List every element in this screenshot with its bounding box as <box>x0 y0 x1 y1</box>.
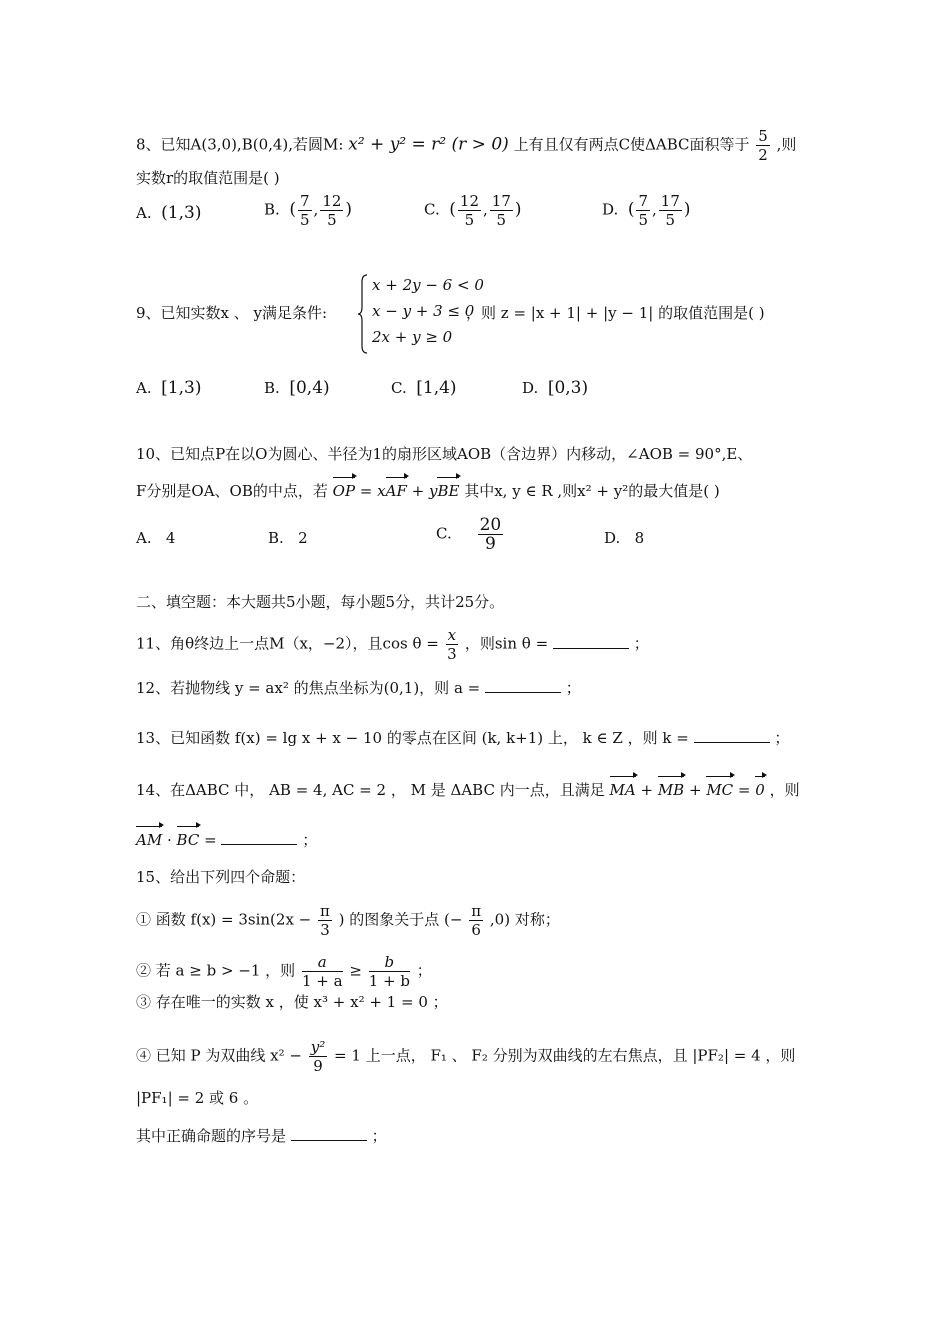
q9-text-pre: 9、已知实数x 、 y满足条件: <box>136 304 328 322</box>
brace-icon <box>358 274 368 354</box>
q11: 11、角θ终边上一点M（x，−2），且cos θ = $\frac{x}{3}$ ，则sin θ = ； <box>136 626 649 663</box>
q9-text-post: ，则 z = |x + 1| + |y − 1| 的取值范围是( ) <box>466 304 765 322</box>
q15-proposition-3: ③ 存在唯一的实数 x ，使 x³ + x² + 1 = 0 ； <box>136 993 448 1011</box>
q9-constraint-3: 2x + y ≥ 0 <box>372 328 453 346</box>
q15-intro: 15、给出下列四个命题： <box>136 868 306 886</box>
q8-line2: 实数r的取值范围是( ) <box>136 169 280 187</box>
q10-option-b: B. 2 <box>268 529 308 547</box>
q15-proposition-1: ① 函数 f(x) = 3sin(2x − $\frac{\pi}{3}$ ) 的图象关于点 (− $\frac{\pi}{6}$ ,0) 对称； <box>136 902 560 939</box>
q8-text-pre: 8、已知A(3,0),B(0,4),若圆M: <box>136 135 344 154</box>
q13: 13、已知函数 f(x) = lg x + x − 10 的零点在区间 (k, k+1) 上， k ∈ Z ，则 k = ； <box>136 729 790 747</box>
q8-line1 <box>136 127 796 164</box>
q13-answer-blank[interactable] <box>694 728 770 743</box>
q14-line2: AM · BC = ； <box>136 831 318 849</box>
q9-constraint-1: x + 2y − 6 < 0 <box>372 276 484 294</box>
q8-text-post: ,则 <box>776 135 797 154</box>
q15-answer-blank[interactable] <box>291 1126 367 1141</box>
q8-option-d: D. ( $\frac{7}{5}$ , $\frac{17}{5}$ ) <box>602 192 691 229</box>
q10-option-a: A. 4 <box>136 529 176 547</box>
q8-text-mid: 上有且仅有两点C使ΔABC面积等于 <box>513 135 750 154</box>
q15-proposition-2: ② 若 a ≥ b > −1 ，则 $\frac{a}{1 + a}$ ≥ $\frac{b}{1 + b}$ ； <box>136 953 432 990</box>
q8-area-fraction: $\frac{5}{2}$ <box>758 127 768 164</box>
q9-option-b: B. [0,4) <box>264 378 330 398</box>
q11-answer-blank[interactable] <box>553 634 629 649</box>
q15-proposition-4: ④ 已知 P 为双曲线 x² − $\frac{\text{y²}}{9}$ = 1 上一点， F₁ 、 F₂ 分别为双曲线的左右焦点，且 |PF₂| = 4 ，则 <box>136 1038 796 1075</box>
q8-circle-equation: x² + y² = r² (r > 0) <box>348 134 509 155</box>
section-heading: 二、填空题：本大题共5小题，每小题5分，共计25分。 <box>136 593 505 611</box>
q15-answer: 其中正确命题的序号是 ； <box>136 1127 387 1145</box>
q8-option-c: C. ( $\frac{12}{5}$ , $\frac{17}{5}$ ) <box>424 192 522 229</box>
q10-line2: F分别是OA、OB的中点，若 OP = xAF + yBE 其中x, y ∈ R ,则x² + y²的最大值是( ) <box>136 482 720 500</box>
q9-option-d: D. [0,3) <box>522 378 589 398</box>
q14-line1: 14、在ΔABC 中， AB = 4, AC = 2 ， M 是 ΔABC 内一点，且满足 MA + MB + MC = 0 ，则 <box>136 781 800 799</box>
q8-option-b: B. ( $\frac{7}{5}$ , $\frac{12}{5}$ ) <box>264 192 353 229</box>
q10-line1: 10、已知点P在以O为圆心、半径为1的扇形区域AOB（含边界）内移动，∠AOB = 90°,E、 <box>136 445 753 463</box>
q8-option-a: A. (1,3) <box>136 203 202 223</box>
q10-option-c: C. $\frac{20}{9}$ <box>436 515 502 554</box>
q10-option-d: D. 8 <box>604 529 645 547</box>
q9-option-c: C. [1,4) <box>391 378 457 398</box>
q15-proposition-4-cont: |PF₁| = 2 或 6 。 <box>136 1089 259 1107</box>
q9-constraint-2: x − y + 3 ≤ 0 <box>372 302 475 320</box>
q12: 12、若抛物线 y = ax² 的焦点坐标为(0,1)，则 a = ； <box>136 679 581 697</box>
q9-option-a: A. [1,3) <box>136 378 202 398</box>
q14-answer-blank[interactable] <box>221 830 297 845</box>
q12-answer-blank[interactable] <box>485 678 561 693</box>
